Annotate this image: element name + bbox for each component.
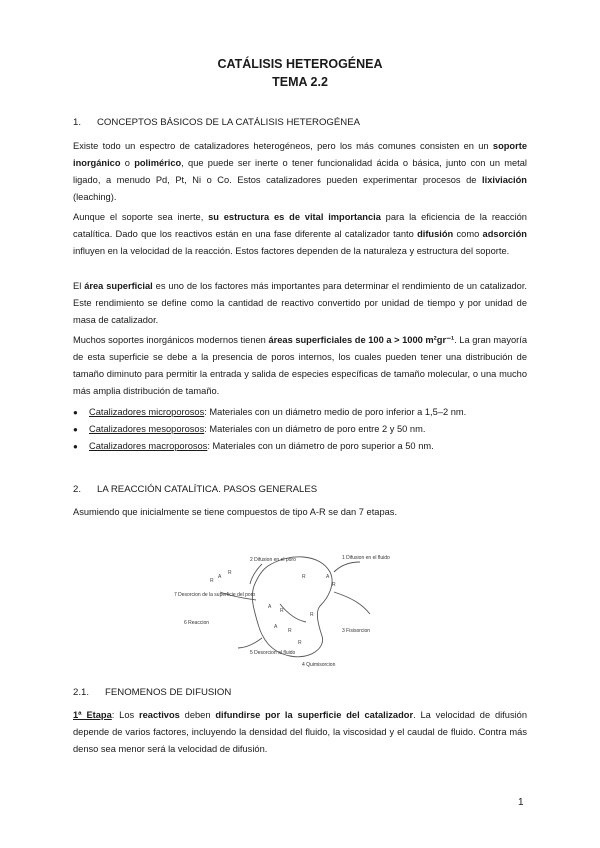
document-title: CATÁLISIS HETEROGÉNEA — [217, 57, 383, 71]
step-label-7: 7 Desorcion de la superficie del poro — [174, 592, 256, 598]
paragraph-2-1: 1ª Etapa: Los reactivos deben difundirse por la superficie del catalizador. La velocidad de difusión depende de varios factores, incluyendo la densidad del fluido, la viscosidad y el caudal de fluido. Contra más denso sea menor será la velocidad de difusión. — [73, 710, 527, 754]
arrow-5 — [238, 638, 262, 648]
section-title: FENOMENOS DE DIFUSION — [105, 687, 232, 698]
svg-text:R: R — [210, 578, 214, 584]
arrow-4 — [334, 592, 370, 614]
step-label-2: 2 Difusion en el poro — [250, 557, 296, 563]
paragraph-2: Aunque el soporte sea inerte, su estructura es de vital importancia para la eficiencia de la reacción catalítica. Dado que los reactivos están en una fase diferente al catalizador tanto difusión como adsorción influyen en la velocidad de la reacción. Estos factores dependen de la naturaleza y estructura del soporte. — [73, 212, 527, 256]
bullet-item: ● Catalizadores mesoporosos: Materiales con un diámetro de poro entre 2 y 50 nm. — [73, 421, 527, 438]
svg-text:A: A — [326, 574, 330, 580]
section-2-intro: Asumiendo que inicialmente se tiene compuestos de tipo A-R se dan 7 etapas. — [73, 507, 398, 517]
svg-text:R: R — [280, 608, 284, 614]
catalytic-steps-diagram — [170, 548, 430, 670]
step-label-1: 1 Difusion en el fluido — [342, 555, 390, 561]
step-label-6: 6 Reaccion — [184, 620, 210, 626]
paragraph-3: El área superficial es uno de los factores más importantes para determinar el rendimiento de un catalizador. Este rendimiento se define como la cantidad de reactivo convertido por unidad de tiempo y por unidad de masa de catalizador. — [73, 281, 528, 325]
bullet-icon: ● — [73, 442, 78, 451]
step-label-4: 4 Quimisorcion — [302, 662, 336, 668]
svg-text:A: A — [218, 574, 222, 580]
svg-text:A: A — [268, 604, 272, 610]
section-number: 2.1. — [73, 687, 90, 698]
svg-text:A: A — [274, 624, 278, 630]
section-title: CONCEPTOS BÁSICOS DE LA CATÁLISIS HETEROGÉNEA — [97, 117, 361, 128]
arrow-1 — [334, 562, 360, 572]
section-heading-1 — [73, 117, 360, 128]
paragraph-4: Muchos soportes inorgánicos modernos tienen áreas superficiales de 100 a > 1000 m²gr⁻¹. La gran mayoría de esta superficie se debe a la presencia de poros internos, los cuales pueden tener una distribución de tamaño diminuto para permitir la entrada y salida de especies específicas de tamaño molecular, o una mucho más amplia distribución de tamaño. — [73, 335, 528, 396]
section-number: 1. — [73, 117, 82, 128]
document-subtitle: TEMA 2.2 — [272, 75, 328, 89]
bullet-item: ● Catalizadores microporosos: Materiales con un diámetro medio de poro inferior a 1,5–2 nm. — [73, 404, 527, 421]
section-heading-2 — [73, 484, 317, 495]
step-label-5: 5 Desorcion al fluido — [250, 650, 296, 656]
bullet-icon: ● — [73, 408, 78, 417]
bullet-icon: ● — [73, 425, 78, 434]
section-number: 2. — [73, 484, 82, 495]
section-title: LA REACCIÓN CATALÍTICA. PASOS GENERALES — [97, 484, 318, 495]
step-label-3: 3 Fisisorcion — [342, 628, 371, 634]
svg-text:R: R — [332, 582, 336, 588]
paragraph-1: Existe todo un espectro de catalizadores heterogéneos, pero los más comunes consisten en un soporte inorgánico o polimérico, que puede ser inerte o tener funcionalidad ácida o básica, junto con un metal ligado, a menudo Pd, Pt, Ni o Co. Estos catalizadores pueden experimentar procesos de lixiviación (leaching). — [73, 141, 527, 202]
svg-text:R: R — [310, 612, 314, 618]
svg-text:R: R — [288, 628, 292, 634]
pore-outline — [252, 557, 332, 657]
arrow-6 — [280, 604, 306, 622]
bullet-item: ● Catalizadores macroporosos: Materiales con un diámetro de poro superior a 50 nm. — [73, 438, 527, 455]
page-number: 1 — [518, 797, 524, 808]
section-heading-2-1 — [73, 687, 231, 698]
svg-text:R: R — [228, 570, 232, 576]
molecule-labels — [210, 570, 336, 646]
svg-text:R: R — [302, 574, 306, 580]
svg-text:R: R — [298, 640, 302, 646]
